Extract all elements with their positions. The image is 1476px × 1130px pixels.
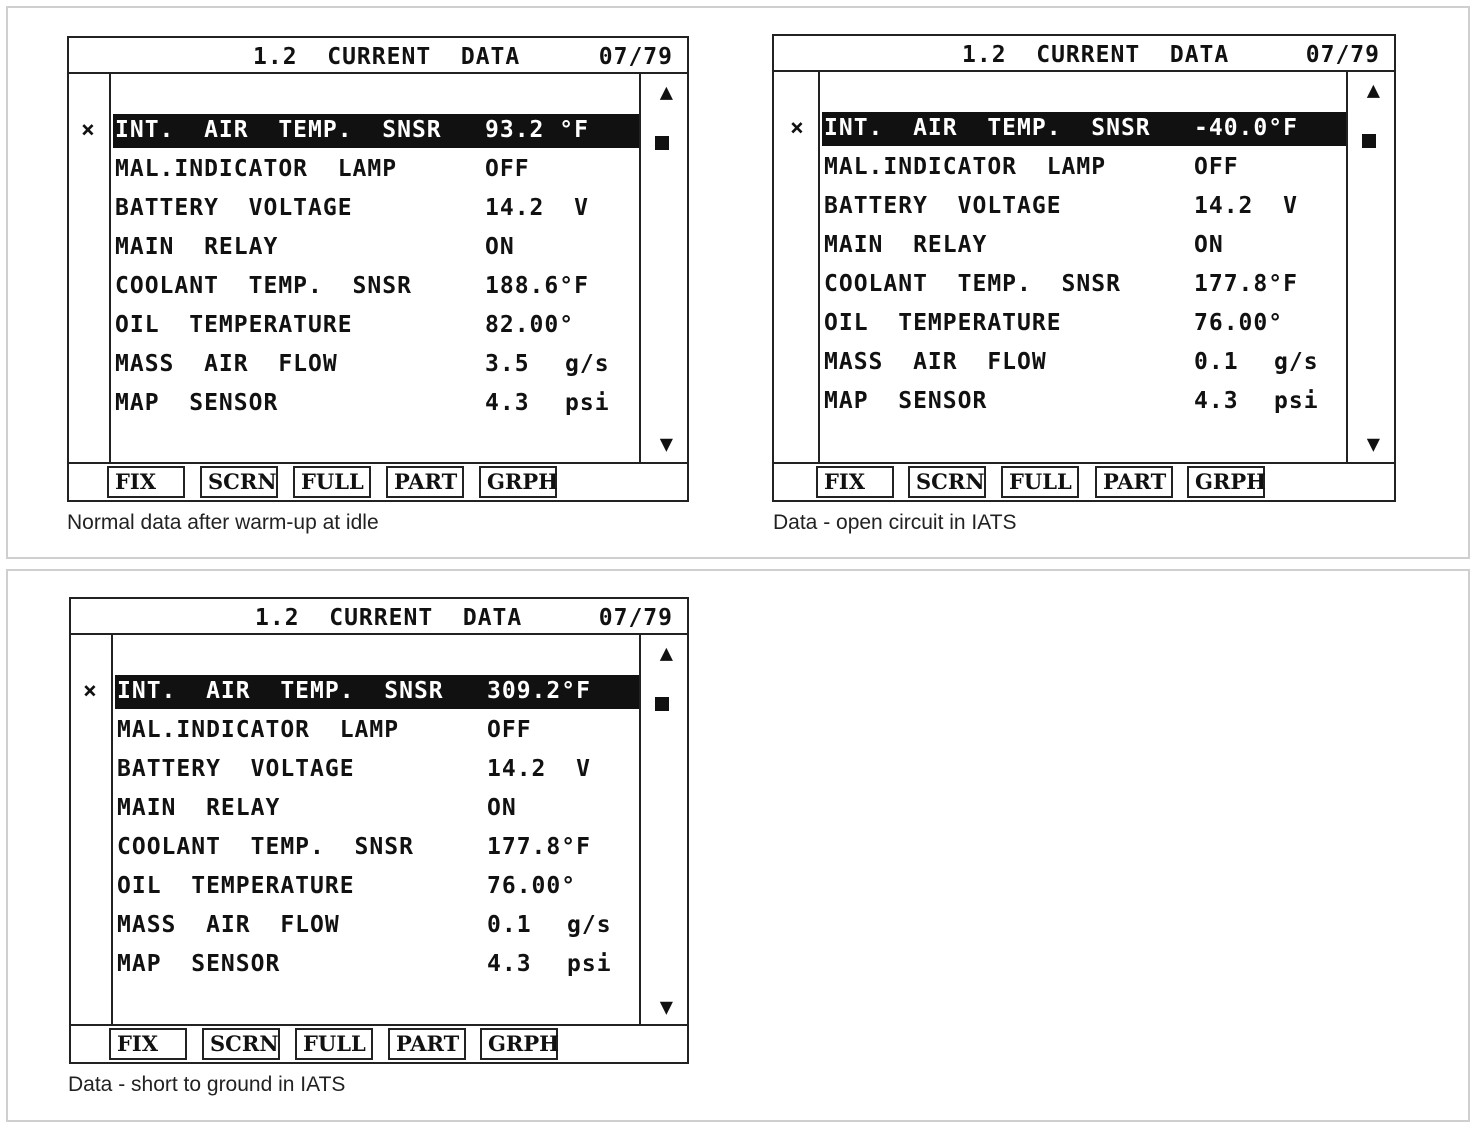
part-button[interactable]: PART xyxy=(388,1028,466,1060)
row-label: OIL TEMPERATURE xyxy=(824,310,1062,336)
row-value: OFF xyxy=(485,156,530,182)
left-divider xyxy=(818,72,820,462)
scrn-button[interactable]: SCRN xyxy=(202,1028,280,1060)
row-value: 14.2 V xyxy=(1194,193,1298,219)
row-value: 309.2°F xyxy=(487,678,591,704)
data-row[interactable] xyxy=(115,948,639,982)
scrollbar-thumb[interactable] xyxy=(1362,134,1376,148)
grph-button[interactable]: GRPH xyxy=(1187,466,1265,498)
row-value: 4.3 xyxy=(487,951,532,977)
data-row[interactable] xyxy=(113,231,639,265)
data-row-selected[interactable] xyxy=(822,112,1346,146)
data-row[interactable] xyxy=(822,190,1346,224)
grph-button[interactable]: GRPH xyxy=(479,466,557,498)
scroll-up-arrow-icon[interactable]: ▲ xyxy=(1366,78,1380,103)
scroll-up-arrow-icon[interactable]: ▲ xyxy=(659,80,673,105)
left-divider xyxy=(109,74,111,462)
screen-title: 1.2 CURRENT DATA xyxy=(255,605,523,631)
row-label: COOLANT TEMP. SNSR xyxy=(824,271,1121,297)
row-value: 177.8°F xyxy=(1194,271,1298,297)
data-row[interactable] xyxy=(113,192,639,226)
selected-row-marker: × xyxy=(81,117,95,143)
data-row[interactable] xyxy=(113,153,639,187)
data-row[interactable] xyxy=(115,909,639,943)
row-label: MAIN RELAY xyxy=(824,232,988,258)
row-label: COOLANT TEMP. SNSR xyxy=(115,273,412,299)
part-button[interactable]: PART xyxy=(386,466,464,498)
data-row[interactable] xyxy=(115,714,639,748)
row-value: 188.6°F xyxy=(485,273,589,299)
row-value: 4.3 xyxy=(1194,388,1239,414)
right-divider xyxy=(639,74,641,462)
row-value: 76.00° xyxy=(1194,310,1284,336)
scroll-down-arrow-icon[interactable]: ▼ xyxy=(1366,432,1380,457)
row-label: INT. AIR TEMP. SNSR xyxy=(824,115,1151,141)
row-value: 0.1 xyxy=(487,912,532,938)
screen-header xyxy=(69,38,687,74)
data-row[interactable] xyxy=(822,385,1346,419)
part-button[interactable]: PART xyxy=(1095,466,1173,498)
row-unit: psi xyxy=(567,951,612,977)
row-value: ON xyxy=(487,795,517,821)
screen-header xyxy=(71,599,687,635)
selected-row-marker: × xyxy=(83,678,97,704)
data-row[interactable] xyxy=(822,229,1346,263)
row-label: MASS AIR FLOW xyxy=(824,349,1047,375)
row-value: 0.1 xyxy=(1194,349,1239,375)
screen-caption: Normal data after warm-up at idle xyxy=(67,511,379,534)
row-value: 4.3 xyxy=(485,390,530,416)
scrn-button[interactable]: SCRN xyxy=(200,466,278,498)
left-divider xyxy=(111,635,113,1024)
screen-title: 1.2 CURRENT DATA xyxy=(962,42,1230,68)
function-key-bar xyxy=(69,462,687,500)
row-value: 177.8°F xyxy=(487,834,591,860)
scroll-down-arrow-icon[interactable]: ▼ xyxy=(659,995,673,1020)
function-key-bar xyxy=(71,1024,687,1062)
data-row[interactable] xyxy=(822,307,1346,341)
data-row[interactable] xyxy=(113,348,639,382)
data-row-selected[interactable] xyxy=(113,114,639,148)
row-unit: g/s xyxy=(1274,349,1319,375)
data-row-selected[interactable] xyxy=(115,675,639,709)
row-unit: psi xyxy=(1274,388,1319,414)
page-indicator: 07/79 xyxy=(598,605,673,631)
data-row[interactable] xyxy=(113,309,639,343)
full-button[interactable]: FULL xyxy=(1001,466,1079,498)
row-value: 14.2 V xyxy=(485,195,589,221)
row-value: 76.00° xyxy=(487,873,577,899)
row-label: BATTERY VOLTAGE xyxy=(117,756,355,782)
row-label: BATTERY VOLTAGE xyxy=(115,195,353,221)
scroll-down-arrow-icon[interactable]: ▼ xyxy=(659,432,673,457)
right-divider xyxy=(639,635,641,1024)
row-value: ON xyxy=(1194,232,1224,258)
row-value: OFF xyxy=(1194,154,1239,180)
row-label: MAP SENSOR xyxy=(824,388,988,414)
data-row[interactable] xyxy=(115,831,639,865)
screen-header xyxy=(774,36,1394,72)
scan-tool-screen-normal xyxy=(67,36,689,502)
scrollbar-thumb[interactable] xyxy=(655,136,669,150)
row-unit: g/s xyxy=(567,912,612,938)
row-label: MAP SENSOR xyxy=(115,390,279,416)
selected-row-marker: × xyxy=(790,115,804,141)
row-label: MAL.INDICATOR LAMP xyxy=(824,154,1107,180)
row-label: OIL TEMPERATURE xyxy=(117,873,355,899)
fix-button[interactable]: FIX xyxy=(109,1028,187,1060)
row-label: MAL.INDICATOR LAMP xyxy=(117,717,400,743)
screen-caption: Data - open circuit in IATS xyxy=(773,511,1017,534)
scroll-up-arrow-icon[interactable]: ▲ xyxy=(659,641,673,666)
row-unit: psi xyxy=(565,390,610,416)
fix-button[interactable]: FIX xyxy=(816,466,894,498)
data-row[interactable] xyxy=(113,270,639,304)
scan-tool-screen-open-circuit xyxy=(772,34,1396,502)
scrn-button[interactable]: SCRN xyxy=(908,466,986,498)
row-value: ON xyxy=(485,234,515,260)
row-label: MAL.INDICATOR LAMP xyxy=(115,156,398,182)
screen-caption: Data - short to ground in IATS xyxy=(68,1073,346,1096)
row-label: MASS AIR FLOW xyxy=(115,351,338,377)
data-row[interactable] xyxy=(113,387,639,421)
row-value: 82.00° xyxy=(485,312,575,338)
scrollbar-thumb[interactable] xyxy=(655,697,669,711)
page-indicator: 07/79 xyxy=(598,44,673,70)
row-label: MAIN RELAY xyxy=(115,234,279,260)
row-label: MASS AIR FLOW xyxy=(117,912,340,938)
data-row[interactable] xyxy=(822,346,1346,380)
screen-title: 1.2 CURRENT DATA xyxy=(253,44,521,70)
function-key-bar xyxy=(774,462,1394,500)
row-label: INT. AIR TEMP. SNSR xyxy=(115,117,442,143)
row-unit: g/s xyxy=(565,351,610,377)
row-value: -40.0°F xyxy=(1194,115,1298,141)
row-label: MAIN RELAY xyxy=(117,795,281,821)
full-button[interactable]: FULL xyxy=(295,1028,373,1060)
data-row[interactable] xyxy=(822,151,1346,185)
row-label: BATTERY VOLTAGE xyxy=(824,193,1062,219)
row-value: 14.2 V xyxy=(487,756,591,782)
row-label: MAP SENSOR xyxy=(117,951,281,977)
data-row[interactable] xyxy=(115,753,639,787)
grph-button[interactable]: GRPH xyxy=(480,1028,558,1060)
fix-button[interactable]: FIX xyxy=(107,466,185,498)
scan-tool-screen-short-to-ground xyxy=(69,597,689,1064)
data-row[interactable] xyxy=(115,870,639,904)
data-row[interactable] xyxy=(822,268,1346,302)
data-row[interactable] xyxy=(115,792,639,826)
row-value: 93.2 °F xyxy=(485,117,589,143)
row-label: INT. AIR TEMP. SNSR xyxy=(117,678,444,704)
page-indicator: 07/79 xyxy=(1305,42,1380,68)
row-value: 3.5 xyxy=(485,351,530,377)
row-label: COOLANT TEMP. SNSR xyxy=(117,834,414,860)
right-divider xyxy=(1346,72,1348,462)
full-button[interactable]: FULL xyxy=(293,466,371,498)
row-value: OFF xyxy=(487,717,532,743)
row-label: OIL TEMPERATURE xyxy=(115,312,353,338)
